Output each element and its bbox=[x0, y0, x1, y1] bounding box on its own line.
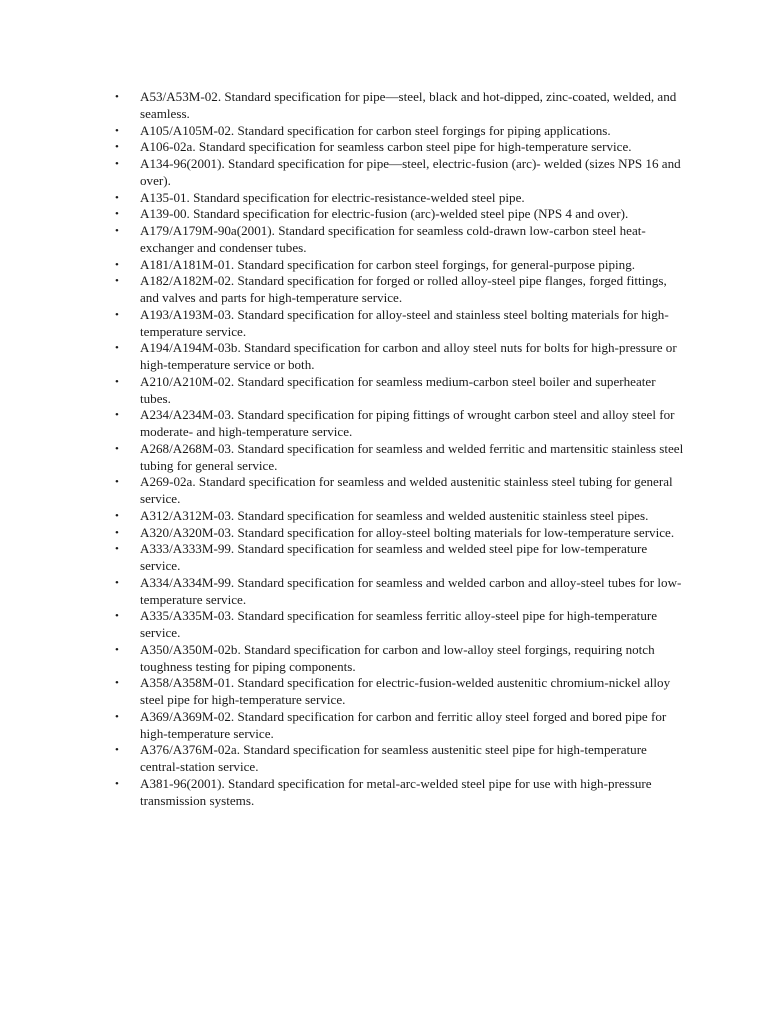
list-item bbox=[115, 541, 685, 575]
bullet-icon: • bbox=[115, 91, 119, 103]
list-item bbox=[115, 223, 685, 257]
list-item-text: A381-96(2001). Standard specification for metal-arc-welded steel pipe for use with high-pressure transmission systems. bbox=[140, 775, 652, 808]
list-item bbox=[115, 575, 685, 609]
list-item bbox=[115, 273, 685, 307]
list-item-text: A320/A320M-03. Standard specification for alloy-steel bolting materials for low-temperature service. bbox=[140, 524, 675, 540]
list-item bbox=[115, 441, 685, 475]
bullet-icon: • bbox=[115, 677, 119, 690]
list-item-text: A350/A350M-02b. Standard specification for carbon and low-alloy steel forgings, requiring notch toughness testing for piping components. bbox=[140, 641, 655, 674]
bullet-icon: • bbox=[115, 409, 119, 422]
list-item-text: A193/A193M-03. Standard specification for alloy-steel and stainless steel bolting materials for high-temperature service. bbox=[140, 306, 669, 339]
list-item-text: A194/A194M-03b. Standard specification for carbon and alloy steel nuts for bolts for high-pressure or high-temperature service or both. bbox=[140, 340, 677, 372]
list-item-text: A234/A234M-03. Standard specification for piping fittings of wrought carbon steel and alloy steel for moderate- and high-temperature service. bbox=[140, 407, 675, 439]
list-item bbox=[115, 508, 685, 525]
list-item bbox=[115, 525, 685, 542]
list-item bbox=[115, 89, 685, 123]
bullet-icon: • bbox=[115, 710, 119, 723]
list-item bbox=[115, 675, 685, 709]
bullet-icon: • bbox=[115, 576, 119, 589]
list-item-text: A181/A181M-01. Standard specification for carbon steel forgings, for general-purpose piping. bbox=[140, 256, 636, 272]
bullet-icon: • bbox=[115, 442, 119, 455]
list-item-text: A106-02a. Standard specification for seamless carbon steel pipe for high-temperature service. bbox=[140, 139, 632, 155]
bullet-icon: • bbox=[115, 375, 119, 388]
list-item bbox=[115, 608, 685, 642]
bullet-icon: • bbox=[115, 342, 119, 355]
list-item bbox=[115, 374, 685, 408]
list-item-text: A134-96(2001). Standard specification for pipe—steel, electric-fusion (arc)- welded (sizes NPS 16 and over). bbox=[140, 156, 681, 188]
astm-specification-list bbox=[115, 89, 685, 809]
bullet-icon: • bbox=[115, 509, 119, 522]
bullet-icon: • bbox=[115, 308, 119, 321]
list-item-text: A312/A312M-03. Standard specification for seamless and welded austenitic stainless steel pipes. bbox=[140, 507, 649, 523]
list-item-text: A358/A358M-01. Standard specification for electric-fusion-welded austenitic chromium-nickel alloy steel pipe for high-temperature service. bbox=[140, 675, 671, 707]
list-item bbox=[115, 407, 685, 441]
list-item-text: A269-02a. Standard specification for seamless and welded austenitic stainless steel tubing for general service. bbox=[140, 474, 673, 506]
bullet-icon: • bbox=[115, 777, 119, 790]
list-item bbox=[115, 190, 685, 207]
bullet-icon: • bbox=[115, 258, 119, 271]
list-item bbox=[115, 709, 685, 743]
bullet-icon: • bbox=[115, 610, 119, 623]
list-item-text: A179/A179M-90a(2001). Standard specification for seamless cold-drawn low-carbon steel heat-exchanger and condenser tubes. bbox=[140, 223, 646, 255]
list-item bbox=[115, 340, 685, 374]
bullet-icon: • bbox=[115, 476, 119, 489]
bullet-icon: • bbox=[115, 526, 119, 539]
list-item bbox=[115, 123, 685, 140]
list-item bbox=[115, 257, 685, 274]
list-item bbox=[115, 206, 685, 223]
bullet-icon: • bbox=[115, 643, 119, 656]
list-item-text: A53/A53M-02. Standard specification for pipe—steel, black and hot-dipped, zinc-coated, welded, and seamless. bbox=[140, 89, 677, 121]
list-item-text: A182/A182M-02. Standard specification for forged or rolled alloy-steel pipe flanges, forged fittings, and valves and parts for high-temperature service. bbox=[140, 273, 667, 305]
list-item bbox=[115, 156, 685, 190]
list-item bbox=[115, 776, 685, 810]
list-item-text: A135-01. Standard specification for electric-resistance-welded steel pipe. bbox=[140, 189, 525, 205]
bullet-icon: • bbox=[115, 191, 119, 204]
list-item bbox=[115, 139, 685, 156]
bullet-icon: • bbox=[115, 543, 119, 556]
list-item bbox=[115, 642, 685, 676]
bullet-icon: • bbox=[115, 124, 119, 137]
list-item-text: A376/A376M-02a. Standard specification for seamless austenitic steel pipe for high-temperature central-station service. bbox=[140, 742, 647, 774]
list-item-text: A335/A335M-03. Standard specification for seamless ferritic alloy-steel pipe for high-temperature service. bbox=[140, 608, 658, 640]
list-item-text: A139-00. Standard specification for electric-fusion (arc)-welded steel pipe (NPS 4 and over). bbox=[140, 206, 629, 222]
bullet-icon: • bbox=[115, 208, 119, 221]
list-item bbox=[115, 307, 685, 341]
bullet-icon: • bbox=[115, 141, 119, 154]
list-item-text: A333/A333M-99. Standard specification for seamless and welded steel pipe for low-temperature service. bbox=[140, 541, 648, 573]
list-item-text: A268/A268M-03. Standard specification for seamless and welded ferritic and martensitic stainless steel tubing for general service. bbox=[140, 440, 684, 473]
list-item-text: A334/A334M-99. Standard specification for seamless and welded carbon and alloy-steel tubes for low-temperature service. bbox=[140, 574, 682, 607]
list-item bbox=[115, 474, 685, 508]
bullet-icon: • bbox=[115, 275, 119, 288]
list-item-text: A210/A210M-02. Standard specification for seamless medium-carbon steel boiler and superheater tubes. bbox=[140, 373, 656, 406]
list-item bbox=[115, 742, 685, 776]
list-item-text: A105/A105M-02. Standard specification for carbon steel forgings for piping applications. bbox=[140, 122, 611, 138]
bullet-icon: • bbox=[115, 225, 119, 237]
bullet-icon: • bbox=[115, 158, 119, 170]
bullet-icon: • bbox=[115, 744, 119, 757]
list-item-text: A369/A369M-02. Standard specification for carbon and ferritic alloy steel forged and bored pipe for high-temperature service. bbox=[140, 708, 667, 741]
